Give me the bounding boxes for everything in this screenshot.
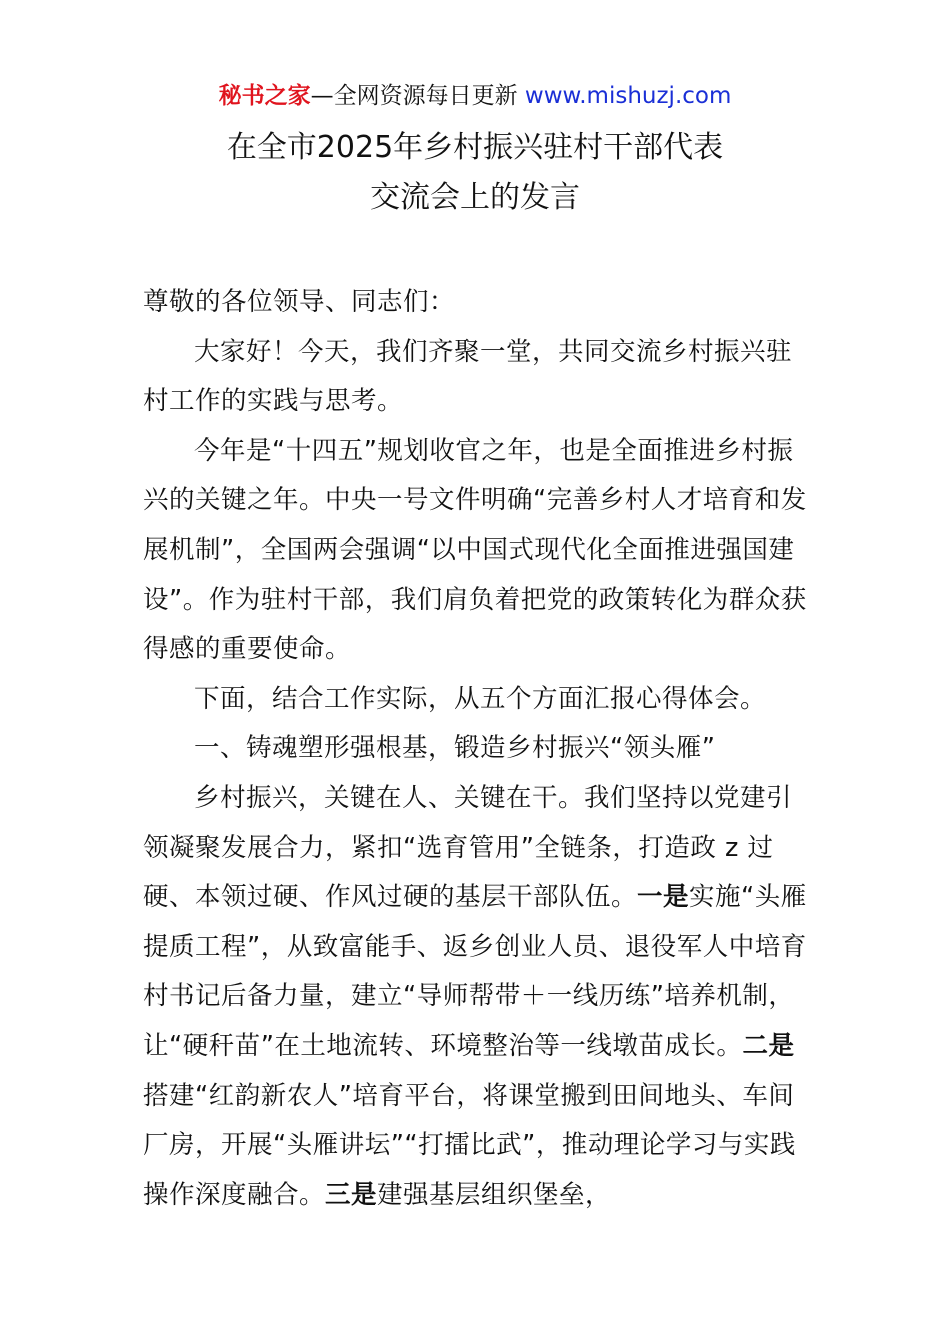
paragraph-background: 今年是“十四五”规划收官之年，也是全面推进乡村振兴的关键之年。中央一号文件明确“完善乡村人才培育和发展机制”，全国两会强调“以中国式现代化全面推进强国建设”。作为驻村干部，我们肩负着把党的政策转化为群众获得感的重要使命。 bbox=[143, 435, 807, 665]
document-body bbox=[143, 278, 808, 1220]
point-text-1: 实施“头雁提质工程”，从致富能手、返乡创业人员、退役军人中培育村书记后备力量，建立“导师帮带＋一线历练”培养机制，让“硬秆苗”在土地流转、环境整治等一线墩苗成长。 bbox=[143, 882, 807, 1061]
salutation: 尊敬的各位领导、同志们： bbox=[143, 287, 456, 317]
site-slogan: —全网资源每日更新 bbox=[310, 83, 525, 109]
document-title-line-1: 在全市2025年乡村振兴驻村干部代表 bbox=[226, 130, 724, 165]
site-name: 秘书之家 bbox=[218, 83, 311, 109]
paragraph-outline: 下面，结合工作实际，从五个方面汇报心得体会。 bbox=[194, 683, 767, 714]
section-heading-1: 一、铸魂塑形强根基，锻造乡村振兴“领头雁” bbox=[194, 733, 716, 764]
site-banner bbox=[0, 80, 950, 112]
point-label-2: 二是 bbox=[742, 1030, 795, 1061]
point-label-3: 三是 bbox=[325, 1179, 378, 1210]
paragraph-greeting: 大家好！今天，我们齐聚一堂，共同交流乡村振兴驻村工作的实践与思考。 bbox=[143, 336, 793, 417]
point-text-3: 建强基层组织堡垒， bbox=[377, 1179, 612, 1210]
paragraph-section-1 bbox=[143, 774, 808, 1220]
point-label-1: 一是 bbox=[637, 882, 690, 913]
point-text-2: 搭建“红韵新农人”培育平台，将课堂搬到田间地头、车间厂房，开展“头雁讲坛”“打擂比武”，推动理论学习与实践操作深度融合。 bbox=[143, 1080, 796, 1210]
document-title-line-2: 交流会上的发言 bbox=[370, 180, 580, 215]
section-1-intro: 乡村振兴，关键在人、关键在干。我们坚持以党建引领凝聚发展合力，紧扣“选育管用”全链条，打造政 z 过硬、本领过硬、作风过硬的基层干部队伍。 bbox=[143, 782, 793, 913]
site-url-link[interactable]: www.mishuzj.com bbox=[524, 83, 732, 109]
